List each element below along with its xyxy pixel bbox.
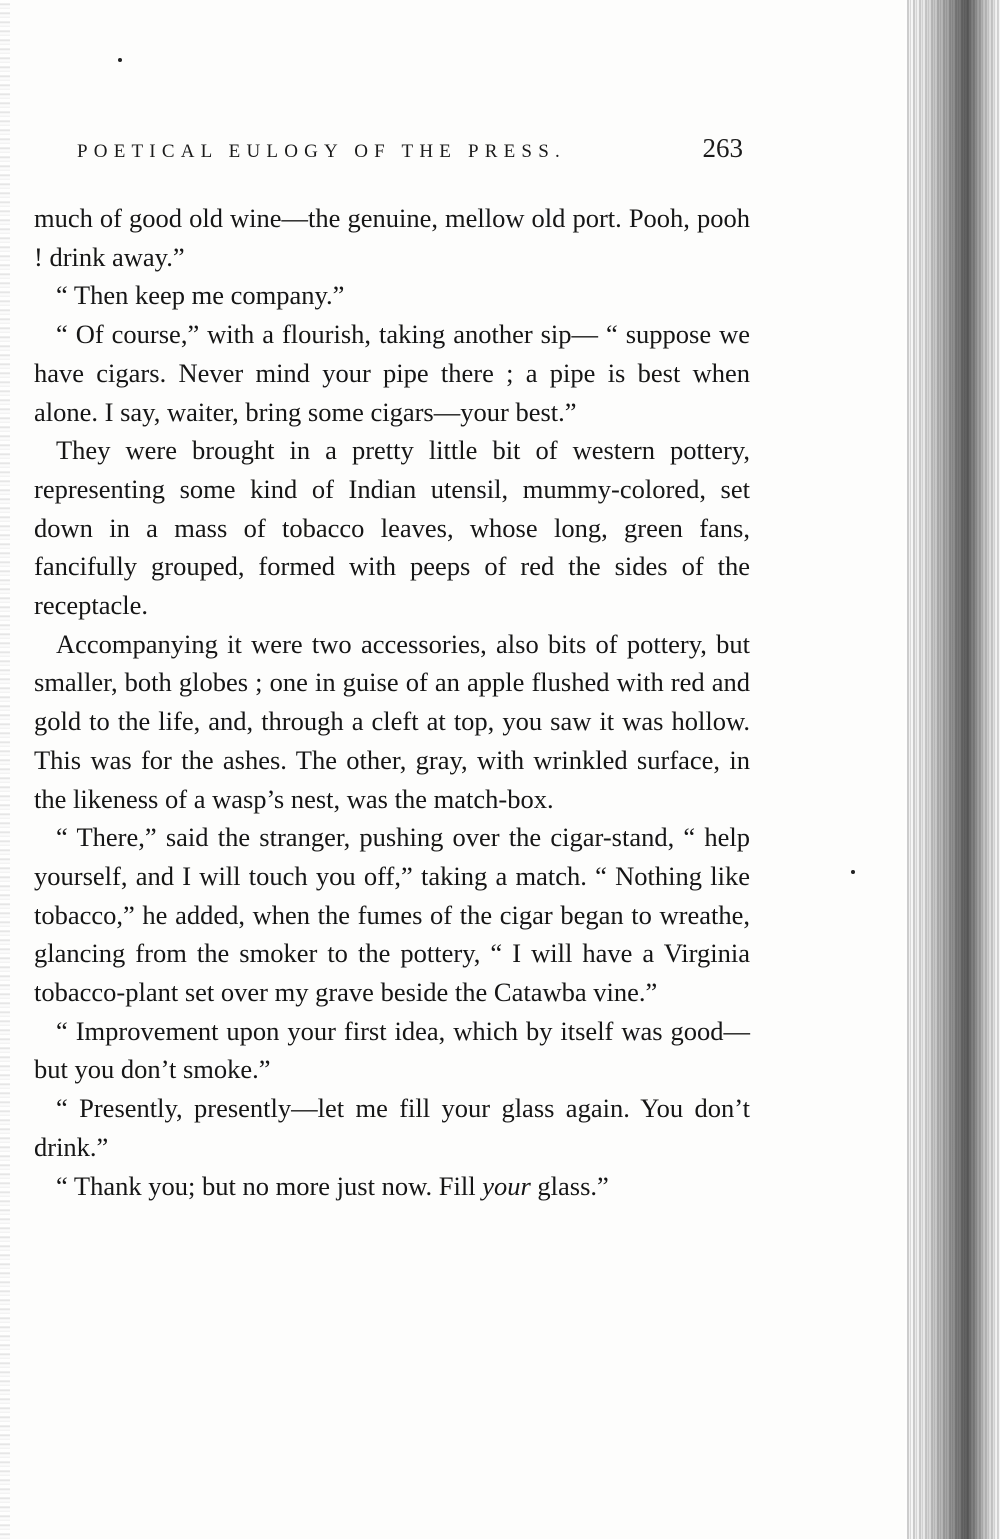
running-title: POETICAL EULOGY OF THE PRESS. [77, 141, 566, 162]
paragraph: “ Improvement upon your first idea, which by itself was good—but you don’t smoke.” [34, 1015, 750, 1085]
paragraph: “ Then keep me company.” [56, 280, 345, 311]
ink-speck [851, 870, 855, 874]
page-fore-edge-shadow [905, 0, 1000, 1539]
paragraph: “ Of course,” with a flourish, taking another sip— “ suppose we have cigars. Never mind your pipe there ; a pipe is best when alone. I say, waiter, bring some cigars—your best.” [34, 319, 750, 427]
paragraph: They were brought in a pretty little bit of western pottery, representing some kind of Indian utensil, mummy-colored, set down in a mass of tobacco leaves, whose long, green fans, fancifully grouped, formed with peeps of red the sides of the receptacle. [34, 435, 750, 621]
page-left-edge [0, 0, 10, 1539]
ink-speck [118, 58, 122, 62]
page-number: 263 [702, 133, 743, 163]
paragraph-continuation: much of good old wine—the genuine, mellow old port. Pooh, pooh ! drink away.” [34, 203, 750, 272]
paragraph-final [34, 1167, 750, 1206]
paragraph: “ There,” said the stranger, pushing over the cigar-stand, “ help yourself, and I will touch you off,” taking a match. “ Nothing like tobacco,” he added, when the fumes of the cigar began to wreathe, glancing from the smoker to the pottery, “ I will have a Virginia tobacco-plant set over my grave beside the Catawba vine.” [34, 822, 750, 1008]
paragraph-text: “ Thank you; but no more just now. Fill [56, 1170, 483, 1201]
paragraph-text: glass.” [530, 1170, 609, 1201]
paragraph: Accompanying it were two accessories, also bits of pottery, but smaller, both globes ; one in guise of an apple flushed with red and gold to the life, and, through a cleft at top, you saw it was hollow. This was for the ashes. The other, gray, with wrinkled surface, in the likeness of a wasp’s nest, was the match-box. [34, 628, 750, 814]
body-text [34, 199, 750, 1205]
running-head [75, 133, 745, 169]
paragraph: “ Presently, presently—let me fill your glass again. You don’t drink.” [34, 1093, 750, 1162]
emphasis-text: your [482, 1170, 531, 1201]
